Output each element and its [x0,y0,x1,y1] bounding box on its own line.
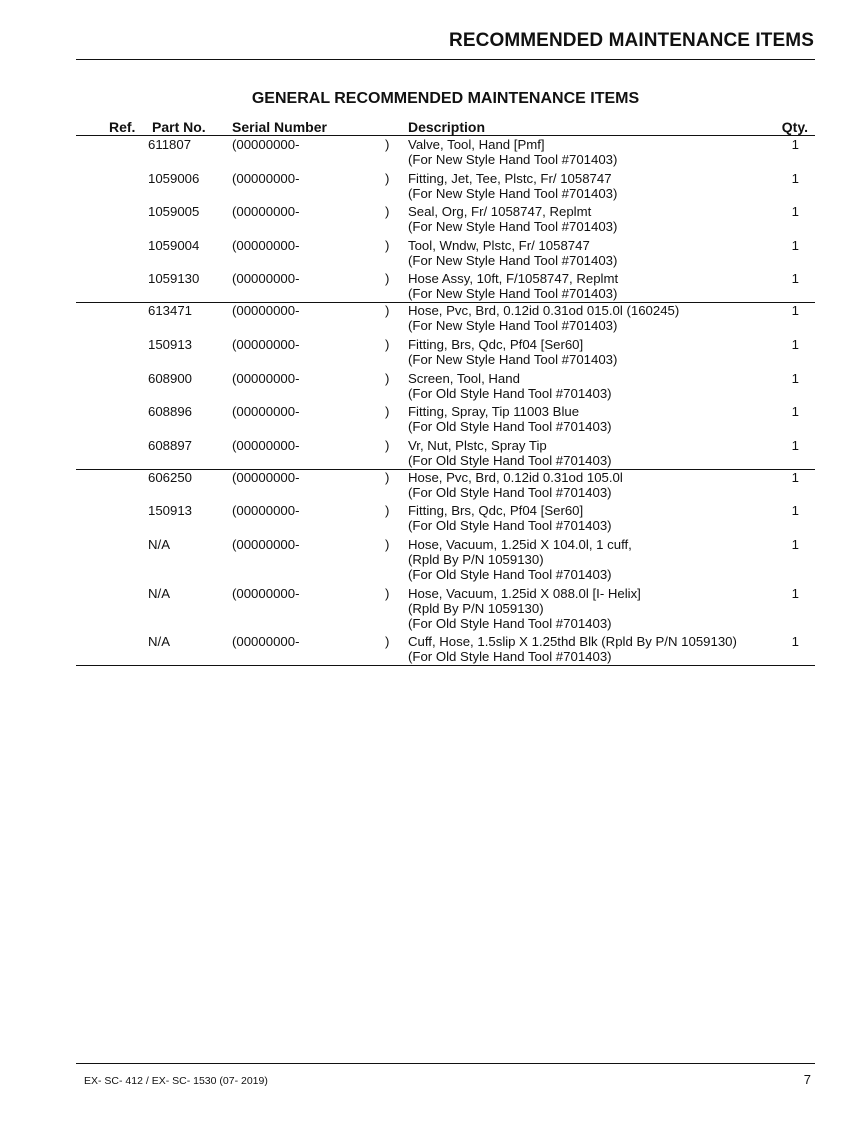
quantity: 1 [791,303,799,319]
table-header [0,119,866,135]
quantity: 1 [791,503,799,519]
description [408,537,815,582]
description-line: (For New Style Hand Tool #701403) [408,351,618,367]
table-group [76,137,815,303]
page-header-title: RECOMMENDED MAINTENANCE ITEMS [449,30,814,51]
table-group [76,303,815,469]
serial-number: (00000000- [232,404,300,420]
description [408,634,815,664]
description-line: (For New Style Hand Tool #701403) [408,219,618,235]
serial-close-paren: ) [385,469,390,485]
description-line: Hose, Vacuum, 1.25id X 088.0l [I- Helix] [408,585,641,601]
quantity: 1 [791,634,799,650]
description-line: Fitting, Brs, Qdc, Pf04 [Ser60] [408,503,584,519]
serial-number: (00000000- [232,634,300,650]
column-header-description: Description [408,119,486,135]
part-number: 150913 [148,336,193,352]
table-group [76,470,815,666]
quantity: 1 [791,437,799,453]
table-row [76,271,815,301]
table-header-divider [76,135,815,136]
table-row [76,337,815,367]
part-number: 608900 [148,370,193,386]
table-row [76,586,815,631]
quantity: 1 [791,170,799,186]
description [408,503,815,533]
serial-close-paren: ) [385,404,390,420]
serial-number: (00000000- [232,469,300,485]
footer-divider [76,1063,815,1064]
serial-close-paren: ) [385,271,390,287]
table-row [76,537,815,582]
description-line: Hose, Pvc, Brd, 0.12id 0.31od 105.0l [408,469,623,485]
description [408,204,815,234]
quantity: 1 [791,137,799,152]
serial-close-paren: ) [385,170,390,186]
column-header-part-no: Part No. [152,119,206,135]
parts-table-body [0,137,866,666]
column-header-qty: Qty. [781,119,808,135]
description [408,586,815,631]
description-line: (For New Style Hand Tool #701403) [408,152,618,167]
description-line: Fitting, Jet, Tee, Plstc, Fr/ 1058747 [408,170,612,186]
serial-number: (00000000- [232,437,300,453]
part-number: N/A [148,634,170,650]
table-row [76,137,815,167]
description-line: (For Old Style Hand Tool #701403) [408,385,612,401]
column-header-serial-number: Serial Number [232,119,327,135]
serial-number: (00000000- [232,271,300,287]
description [408,438,815,468]
serial-number: (00000000- [232,137,300,152]
description-line: Fitting, Spray, Tip 11003 Blue [408,404,580,420]
description [408,337,815,367]
table-row [76,171,815,201]
serial-number: (00000000- [232,237,300,253]
table-row [76,371,815,401]
serial-number: (00000000- [232,585,300,601]
part-number: N/A [148,536,170,552]
part-number: 611807 [148,137,192,152]
description-line: Hose Assy, 10ft, F/1058747, Replmt [408,271,619,287]
description [408,470,815,500]
quantity: 1 [791,336,799,352]
description-line: (For Old Style Hand Tool #701403) [408,452,612,468]
header-divider [76,59,815,60]
quantity: 1 [791,204,799,220]
description-line: Cuff, Hose, 1.5slip X 1.25thd Blk (Rpld By P/N 1059130) [408,634,737,650]
description-line: (For Old Style Hand Tool #701403) [408,484,612,500]
quantity: 1 [791,237,799,253]
description-line: Screen, Tool, Hand [408,370,520,386]
description [408,404,815,434]
description [408,137,815,167]
table-row [76,303,815,333]
table-row [76,204,815,234]
serial-number: (00000000- [232,336,300,352]
description-line: Tool, Wndw, Plstc, Fr/ 1058747 [408,237,590,253]
description [408,238,815,268]
description [408,371,815,401]
serial-close-paren: ) [385,503,390,519]
description-line: (For Old Style Hand Tool #701403) [408,649,612,665]
table-row [76,238,815,268]
serial-close-paren: ) [385,303,390,319]
description-line: Valve, Tool, Hand [Pmf] [408,137,545,152]
table-row [76,404,815,434]
serial-number: (00000000- [232,303,300,319]
part-number: 608896 [148,404,193,420]
description-line: (For Old Style Hand Tool #701403) [408,419,612,435]
serial-close-paren: ) [385,536,390,552]
part-number: 613471 [148,303,193,319]
part-number: N/A [148,585,170,601]
description-line: (Rpld By P/N 1059130) [408,600,544,616]
description-line: Seal, Org, Fr/ 1058747, Replmt [408,204,592,220]
page-number: 7 [803,1072,811,1087]
description-line: (For New Style Hand Tool #701403) [408,185,618,201]
table-row [76,438,815,468]
description-line: (For Old Style Hand Tool #701403) [408,518,612,534]
description-line: (For New Style Hand Tool #701403) [408,318,618,334]
quantity: 1 [791,404,799,420]
quantity: 1 [791,536,799,552]
serial-close-paren: ) [385,336,390,352]
section-title: GENERAL RECOMMENDED MAINTENANCE ITEMS [251,90,640,107]
serial-close-paren: ) [385,204,390,220]
description-line: Vr, Nut, Plstc, Spray Tip [408,437,547,453]
column-header-ref: Ref. [109,119,136,135]
serial-close-paren: ) [385,437,390,453]
serial-close-paren: ) [385,237,390,253]
serial-close-paren: ) [385,634,390,650]
serial-number: (00000000- [232,536,300,552]
serial-number: (00000000- [232,370,300,386]
description [408,171,815,201]
serial-number: (00000000- [232,503,300,519]
part-number: 1059004 [148,237,200,253]
table-row [76,634,815,664]
description-line: (Rpld By P/N 1059130) [408,551,544,567]
table-row [76,503,815,533]
description-line: (For Old Style Hand Tool #701403) [408,615,612,631]
description [408,271,815,301]
footer-document-id: EX- SC- 412 / EX- SC- 1530 (07- 2019) [84,1075,268,1087]
serial-close-paren: ) [385,137,390,152]
part-number: 1059005 [148,204,200,220]
description-line: Fitting, Brs, Qdc, Pf04 [Ser60] [408,336,584,352]
description-line: Hose, Vacuum, 1.25id X 104.0l, 1 cuff, [408,536,632,552]
table-row [76,470,815,500]
description-line: (For Old Style Hand Tool #701403) [408,566,612,582]
description-line: (For New Style Hand Tool #701403) [408,286,618,302]
part-number: 1059006 [148,170,200,186]
quantity: 1 [791,271,799,287]
serial-number: (00000000- [232,204,300,220]
serial-close-paren: ) [385,585,390,601]
part-number: 606250 [148,469,193,485]
part-number: 608897 [148,437,193,453]
part-number: 1059130 [148,271,200,287]
quantity: 1 [791,469,799,485]
description [408,303,815,333]
quantity: 1 [791,585,799,601]
serial-close-paren: ) [385,370,390,386]
serial-number: (00000000- [232,170,300,186]
description-line: Hose, Pvc, Brd, 0.12id 0.31od 015.0l (160245) [408,303,680,319]
quantity: 1 [791,370,799,386]
description-line: (For New Style Hand Tool #701403) [408,252,618,268]
part-number: 150913 [148,503,193,519]
